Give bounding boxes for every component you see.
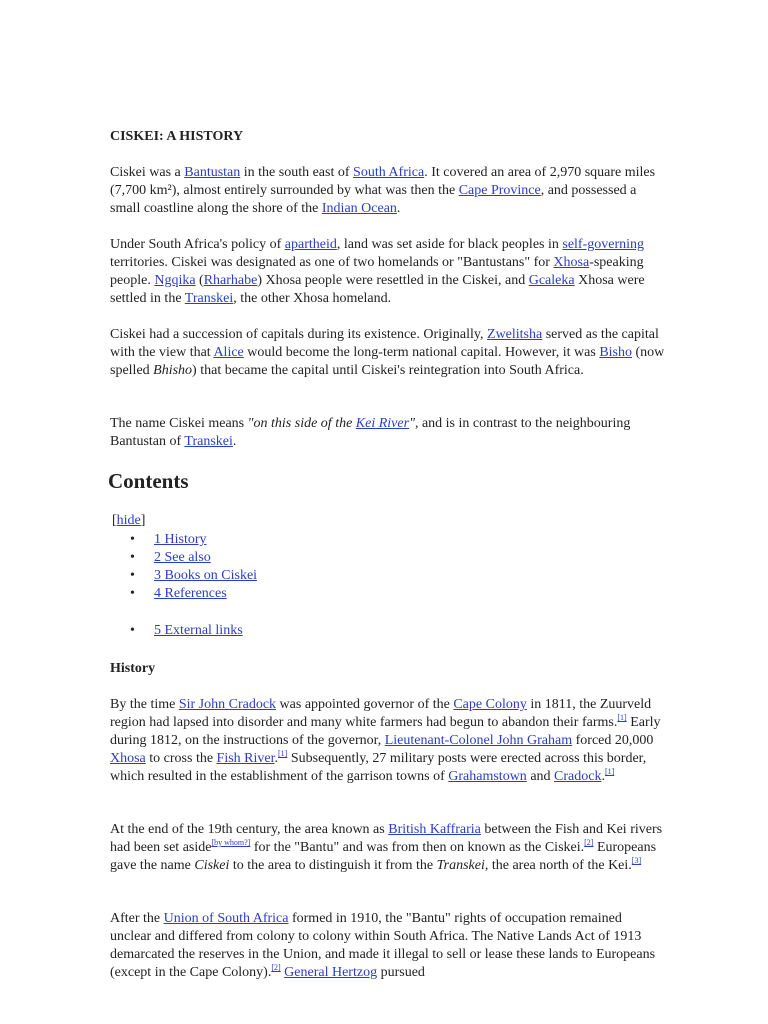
contents-heading: Contents [108,469,189,493]
text: Early during 1812, on the instructions of the governor, [110,715,661,748]
text: Xhosa were settled in the [110,273,645,306]
toc-item-books [130,567,257,585]
text: and [526,769,555,784]
citation-needed-link[interactable]: [by whom?] [211,838,251,847]
link-alice[interactable]: Alice [213,345,244,360]
hide-toc-link[interactable]: hide [116,513,141,528]
link-john-graham[interactable]: Lieutenant-Colonel John Graham [384,733,573,748]
link-cradock[interactable]: Cradock [554,769,602,784]
link-xhosa[interactable]: Xhosa [553,255,590,270]
link-self-governing[interactable]: self-governing [562,237,645,252]
link-south-africa[interactable]: South Africa [353,165,425,180]
link-indian-ocean[interactable]: Indian Ocean [321,201,397,216]
intro-paragraph-3 [110,326,666,380]
page-title: CISKEI: A HISTORY [110,129,244,144]
link-fish-river[interactable]: Fish River [216,751,275,766]
text: would become the long-term national capital. However, it was [243,345,600,360]
text: After the [110,911,164,926]
citation-link[interactable]: [2] [584,838,594,847]
text: served as the capital with the view that [110,327,659,360]
citation-link[interactable]: [2] [271,963,281,972]
toc-list-extra [130,622,243,640]
link-cape-province[interactable]: Cape Province [458,183,541,198]
text: . [232,434,237,449]
text: forced 20,000 [572,733,654,748]
text: , the area north of the Kei. [484,858,632,873]
bracket: ] [140,513,146,528]
text: ) Xhosa people were resettled in the Ciskei, and [257,273,529,288]
intro-paragraph-2 [110,236,666,308]
italic-text: Transkei [436,858,485,873]
history-paragraph-2 [110,821,666,875]
text: -speaking people. [110,255,644,288]
text: . [601,769,605,784]
link-xhosa-2[interactable]: Xhosa [110,751,146,766]
intro-paragraph-1 [110,164,666,218]
link-bisho[interactable]: Bisho [599,345,633,360]
text: to the area to distinguish it from the [229,858,437,873]
text: , and possessed a small coastline along the shore of the [110,183,637,216]
link-bantustan[interactable]: Bantustan [184,165,241,180]
link-british-kaffraria[interactable]: British Kaffraria [388,822,481,837]
citation-link[interactable]: [3] [631,856,642,865]
citation-link[interactable]: [1] [604,767,615,776]
text: in the south east of [240,165,354,180]
text: , land was set aside for black peoples in [336,237,563,252]
history-paragraph-3 [110,910,666,982]
text: ) that became the capital until Ciskei's reintegration into South Africa. [192,363,584,378]
citation-link[interactable]: [1] [278,749,288,758]
text: By the time [110,697,179,712]
toc-toggle [112,512,145,530]
text: Under South Africa's policy of [110,237,285,252]
link-transkei-2[interactable]: Transkei [184,434,233,449]
text: formed in 1910, the "Bantu" rights of occupation remained unclear and differed from colony to colony within South Africa. The Native Lands Act of 1913 demarcated the reserves in the Union, and made it illegal to sell or lease these lands to Europeans (except in the Cape Colony). [110,911,656,980]
link-transkei[interactable]: Transkei [184,291,234,306]
italic-text: Ciskei [194,858,230,873]
text: (now spelled [110,345,665,378]
citation-link[interactable]: [1] [617,713,627,722]
link-grahamstown[interactable]: Grahamstown [448,769,527,784]
text: for the "Bantu" and was from then on known as the Ciskei. [250,840,585,855]
link-union-of-south-africa[interactable]: Union of South Africa [163,911,289,926]
history-paragraph-1 [110,696,666,786]
toc-link-books[interactable]: 3 Books on Ciskei [154,568,258,583]
toc-link-external-links[interactable]: 5 External links [154,623,243,638]
italic-text: "on this side of the [247,416,356,431]
link-kei-river[interactable]: Kei River [355,416,410,431]
toc-link-references[interactable]: 4 References [154,586,227,601]
intro-paragraph-4 [110,415,666,451]
link-rharhabe[interactable]: Rharhabe [203,273,258,288]
text: territories. Ciskei was designated as one of two homelands or "Bantustans" for [110,255,554,270]
link-cape-colony[interactable]: Cape Colony [453,697,527,712]
text: Ciskei was a [110,165,185,180]
link-general-hertzog[interactable]: General Hertzog [284,965,378,980]
toc-list [130,531,257,603]
text: Ciskei had a succession of capitals during its existence. Originally, [110,327,488,342]
text: At the end of the 19th century, the area known as [110,822,389,837]
link-sir-john-cradock[interactable]: Sir John Cradock [178,697,277,712]
text: Subsequently, 27 military posts were erected across this border, which resulted in the establishment of the garrison towns of [110,751,647,784]
text: Europeans gave the name [110,840,657,873]
link-gcaleka[interactable]: Gcaleka [528,273,575,288]
toc-item-history [130,531,257,549]
text: to cross the [145,751,217,766]
link-apartheid[interactable]: apartheid [284,237,337,252]
text: in 1811, the Zuurveld region had lapsed into disorder and many white farmers had begun to abandon their farms. [110,697,652,730]
text: ( [195,273,204,288]
text: The name Ciskei means [110,416,248,431]
text: . [274,751,279,766]
text: pursued [377,965,425,980]
text: was appointed governor of the [276,697,454,712]
toc-item-references [130,585,257,603]
toc-item-external-links [130,622,243,640]
text: , and is in contrast to the neighbouring Bantustan of [110,416,631,449]
toc-link-see-also[interactable]: 2 See also [154,550,211,565]
text: . [396,201,401,216]
italic-text: Bhisho [153,363,193,378]
link-zwelitsha[interactable]: Zwelitsha [487,327,543,342]
text: between the Fish and Kei rivers had been set aside [110,822,663,855]
toc-item-see-also [130,549,257,567]
bracket: [ [112,513,117,528]
link-ngqika[interactable]: Ngqika [154,273,196,288]
text: . It covered an area of 2,970 square miles (7,700 km²), almost entirely surrounded by what was then the [110,165,656,198]
italic-text: " [409,416,415,431]
toc-link-history[interactable]: 1 History [154,532,207,547]
history-heading: History [110,661,156,676]
text: , the other Xhosa homeland. [233,291,392,306]
